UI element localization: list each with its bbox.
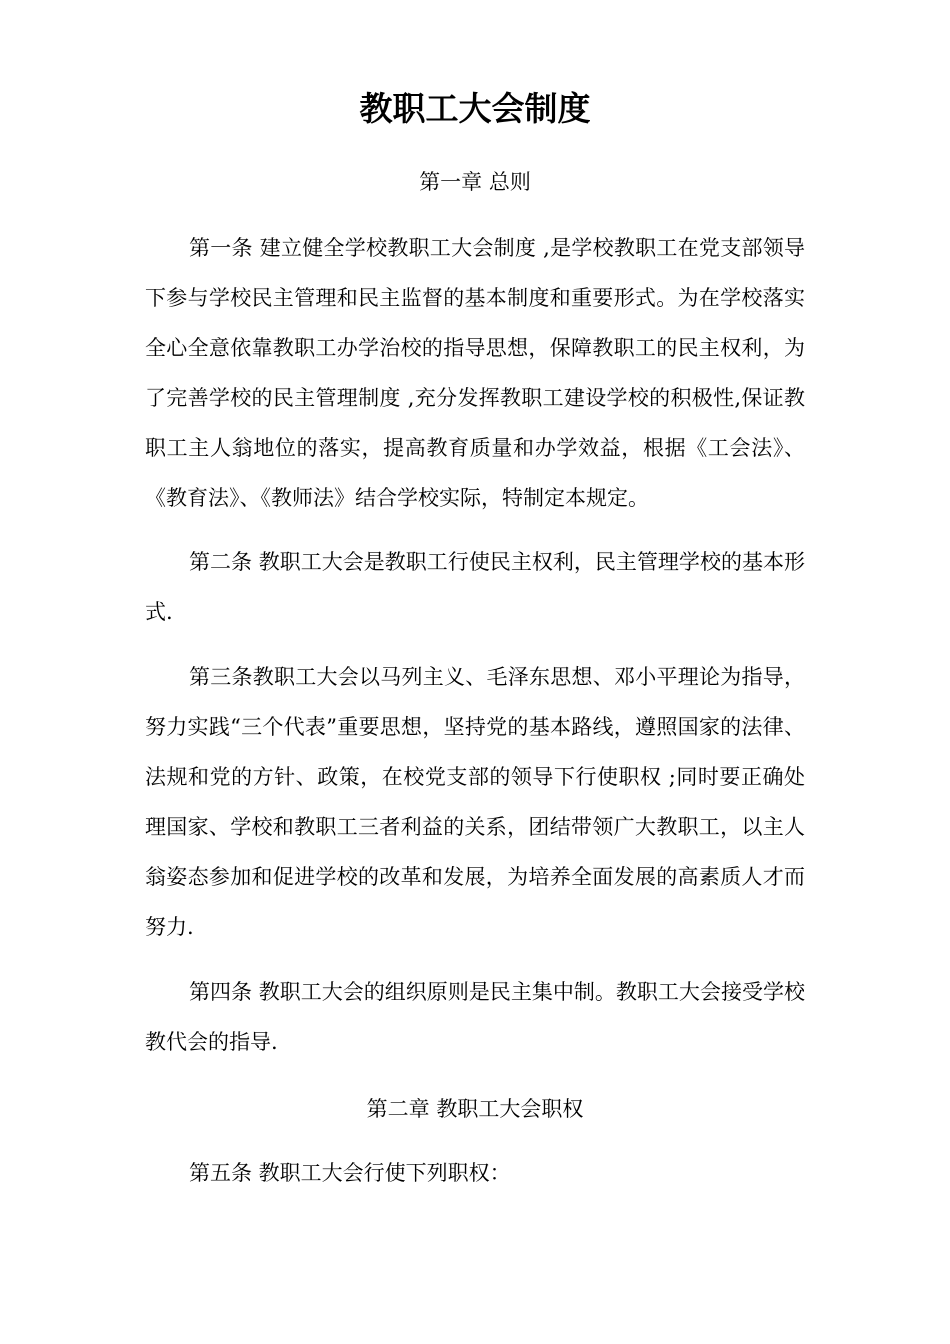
article-4: 第四条 教职工大会的组织原则是民主集中制。教职工大会接受学校教代会的指导. [145,980,805,1054]
article-1: 第一条 建立健全学校教职工大会制度 ,是学校教职工在党支部领导下参与学校民主管理和民主监督的基本制度和重要形式。为在学校落实全心全意依靠教职工办学治校的指导思想，保障教职工的民主权利，为了完善学校的民主管理制度 ,充分发挥教职工建设学校的积极性,保证教职工主人翁地位的落实，提高教育质量和办学效益，根据《工会法》、《教育法》、《教师法》结合学校实际，特制定本规定。 [145,236,805,510]
article-5: 第五条 教职工大会行使下列职权： [189,1161,511,1185]
article-2: 第二条 教职工大会是教职工行使民主权利，民主管理学校的基本形式. [145,550,805,624]
article-3: 第三条教职工大会以马列主义、毛泽东思想、邓小平理论为指导，努力实践“三个代表”重要思想，坚持党的基本路线，遵照国家的法律、法规和党的方针、政策，在校党支部的领导下行使职权 ;同时要正确处理国家、学校和教职工三者利益的关系，团结带领广大教职工，以主人翁姿态参加和促进学校的改革和发展，为培养全面发展的高素质人才而努力. [145,665,805,939]
chapter-2-heading: 第二章 教职工大会职权 [366,1097,584,1121]
document-title: 教职工大会制度 [359,89,591,128]
chapter-1-heading: 第一章 总则 [419,170,531,194]
